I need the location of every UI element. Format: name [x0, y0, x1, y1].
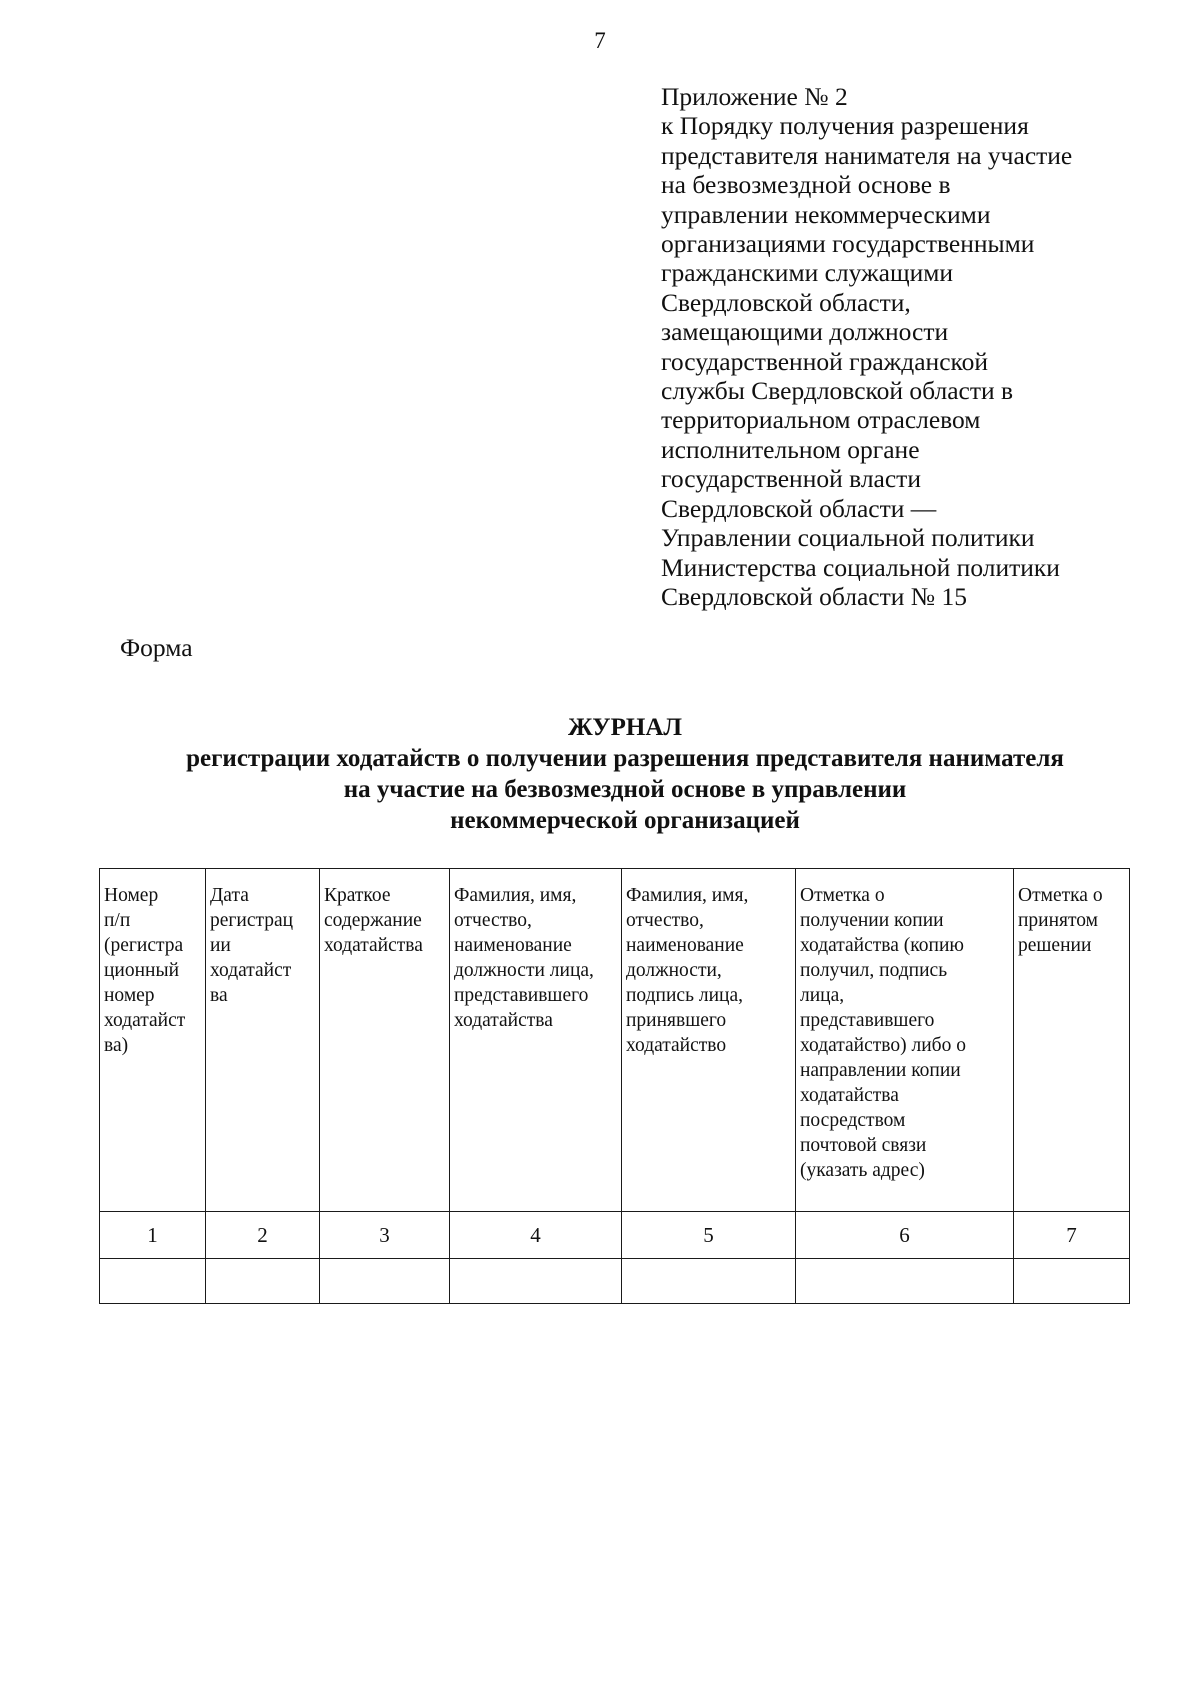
- header-text-line: решении: [1018, 935, 1092, 956]
- appendix-line: Управлении социальной политики: [661, 523, 1035, 553]
- header-text-line: ходатайст: [210, 960, 292, 981]
- appendix-line: Приложение № 2: [661, 82, 848, 111]
- journal-table: [99, 868, 1130, 1304]
- empty-cell: [450, 1259, 622, 1304]
- header-text-line: Фамилия, имя,: [454, 885, 577, 906]
- journal-heading: ЖУРНАЛ: [567, 714, 683, 741]
- header-text-line: Номер: [104, 885, 159, 906]
- appendix-line: представителя нанимателя на участие: [661, 140, 1073, 170]
- header-text-line: ходатайст: [104, 1010, 186, 1031]
- header-text-line: отчество,: [454, 910, 532, 931]
- appendix-line: Министерства социальной политики: [661, 552, 1060, 582]
- header-text-line: принятом: [1018, 910, 1099, 931]
- journal-subtitle-line: некоммерческой организацией: [450, 807, 800, 834]
- column-number-cell: 3: [320, 1212, 450, 1259]
- header-text-line: ходатайства (копию: [800, 935, 964, 956]
- header-cell-decision: [1014, 869, 1130, 1212]
- appendix-line: к Порядку получения разрешения: [661, 111, 1029, 141]
- header-text-line: ходатайство: [626, 1035, 727, 1056]
- appendix-line: на безвозмездной основе в: [661, 170, 951, 200]
- appendix-line: замещающими должности: [661, 317, 949, 347]
- header-text-line: Отметка о: [800, 885, 885, 906]
- journal-subtitle-line: регистрации ходатайств о получении разрешения представителя нанимателя: [186, 745, 1064, 772]
- header-text-line: должности лица,: [454, 960, 594, 981]
- header-text-line: представившего: [800, 1010, 935, 1031]
- header-text-line: номер: [104, 985, 155, 1006]
- header-cell-copy-note: [796, 869, 1014, 1212]
- appendix-line: государственной власти: [661, 464, 921, 494]
- header-text-line: принявшего: [626, 1010, 727, 1031]
- header-text-line: отчество,: [626, 910, 704, 931]
- appendix-block: [661, 82, 1161, 611]
- empty-cell: [796, 1259, 1014, 1304]
- header-text-line: ходатайства: [324, 935, 423, 956]
- header-text-line: лица,: [800, 985, 845, 1006]
- column-number-row: [100, 1212, 1130, 1259]
- header-cell-summary: [320, 869, 450, 1212]
- appendix-line: организациями государственными: [661, 229, 1035, 259]
- header-text-line: представившего: [454, 985, 589, 1006]
- header-text-line: посредством: [800, 1110, 906, 1131]
- header-text-line: ходатайство) либо о: [800, 1035, 966, 1056]
- appendix-line: Свердловской области № 15: [661, 581, 967, 611]
- empty-cell: [320, 1259, 450, 1304]
- header-text-line: Дата: [210, 885, 249, 906]
- appendix-line: территориальном отраслевом: [661, 405, 981, 435]
- header-text-line: получении копии: [800, 910, 944, 931]
- column-number-cell: 6: [796, 1212, 1014, 1259]
- appendix-line: Свердловской области,: [661, 287, 911, 317]
- journal-title: [0, 712, 1200, 836]
- column-number-cell: 7: [1014, 1212, 1130, 1259]
- header-text-line: регистрац: [210, 910, 294, 931]
- appendix-line: государственной гражданской: [661, 346, 989, 376]
- appendix-line: службы Свердловской области в: [661, 376, 1014, 406]
- header-text-line: ва): [104, 1035, 129, 1056]
- header-text-line: ии: [210, 935, 231, 956]
- header-text-line: Фамилия, имя,: [626, 885, 749, 906]
- appendix-line: исполнительном органе: [661, 434, 920, 464]
- header-text-line: получил, подпись: [800, 960, 948, 981]
- header-text-line: наименование: [454, 935, 572, 956]
- header-text-line: ционный: [104, 960, 180, 981]
- header-text-line: ва: [210, 985, 228, 1006]
- column-number-cell: 1: [100, 1212, 206, 1259]
- header-text-line: ходатайства: [800, 1085, 899, 1106]
- appendix-line: Свердловской области —: [661, 493, 937, 523]
- header-text-line: содержание: [324, 910, 422, 931]
- table-row: [100, 1259, 1130, 1304]
- header-text-line: почтовой связи: [800, 1135, 927, 1156]
- header-cell-submitter: [450, 869, 622, 1212]
- empty-cell: [206, 1259, 320, 1304]
- page-number: 7: [594, 28, 606, 53]
- header-text-line: Краткое: [324, 885, 391, 906]
- header-cell-receiver: [622, 869, 796, 1212]
- journal-subtitle-line: на участие на безвозмездной основе в управлении: [343, 776, 907, 803]
- column-number-cell: 4: [450, 1212, 622, 1259]
- empty-cell: [100, 1259, 206, 1304]
- header-text-line: (регистра: [104, 935, 184, 956]
- header-text-line: Отметка о: [1018, 885, 1103, 906]
- header-text-line: подпись лица,: [626, 985, 743, 1006]
- table-header-row: [100, 869, 1130, 1212]
- empty-cell: [1014, 1259, 1130, 1304]
- header-text-line: наименование: [626, 935, 744, 956]
- header-text-line: ходатайства: [454, 1010, 553, 1031]
- empty-cell: [622, 1259, 796, 1304]
- header-text-line: п/п: [104, 910, 131, 931]
- header-text-line: должности,: [626, 960, 722, 981]
- header-text-line: направлении копии: [800, 1060, 961, 1081]
- form-label: Форма: [120, 633, 193, 662]
- header-text-line: (указать адрес): [800, 1160, 925, 1181]
- appendix-line: управлении некоммерческими: [661, 199, 991, 229]
- column-number-cell: 5: [622, 1212, 796, 1259]
- header-cell-number: [100, 869, 206, 1212]
- column-number-cell: 2: [206, 1212, 320, 1259]
- header-cell-date: [206, 869, 320, 1212]
- appendix-line: гражданскими служащими: [661, 258, 954, 288]
